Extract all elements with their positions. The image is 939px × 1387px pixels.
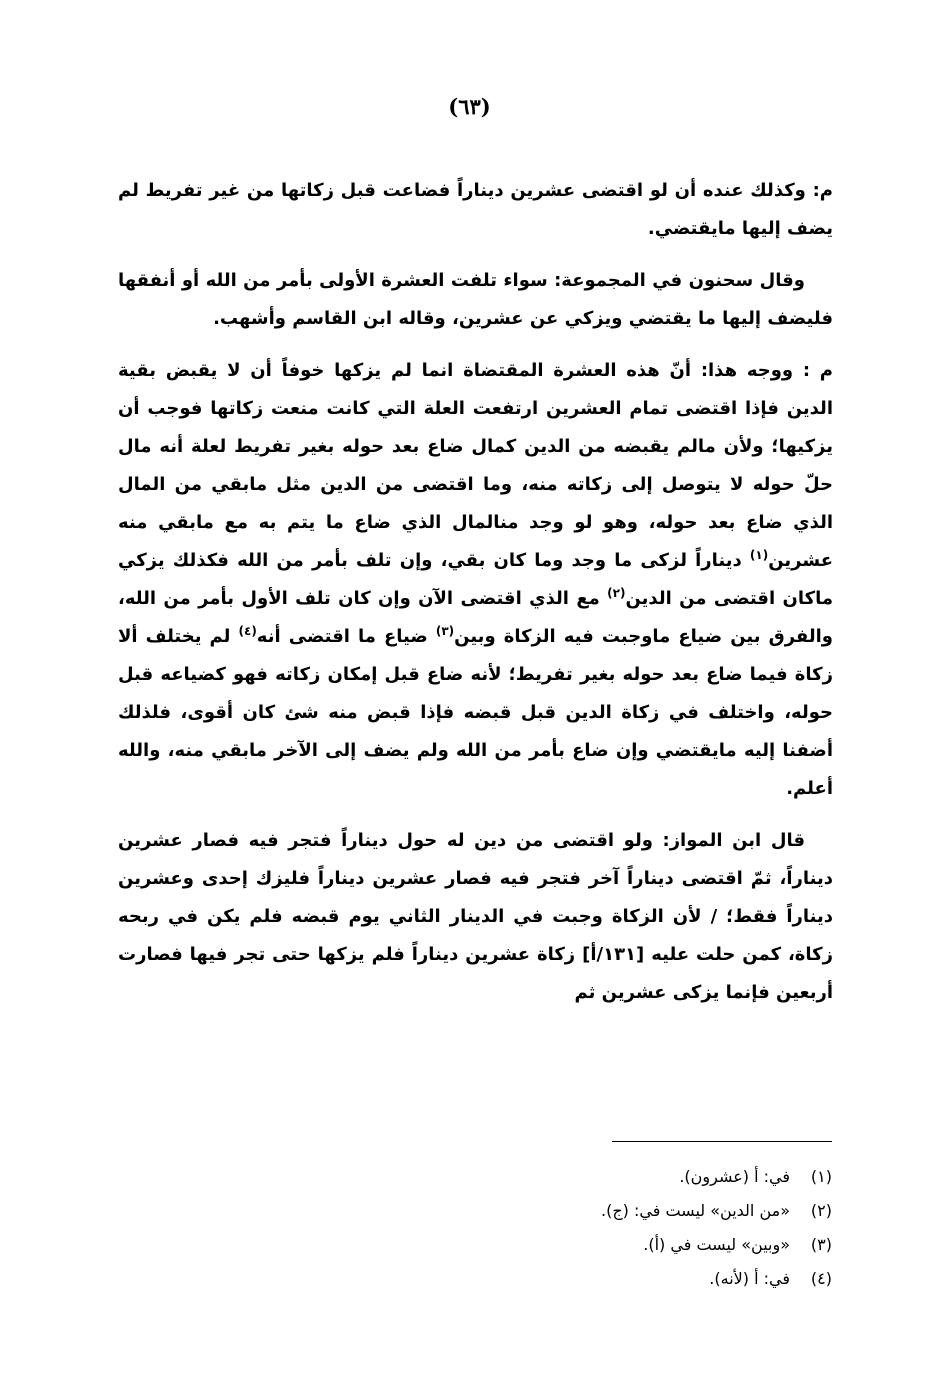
- paragraph-2: [118, 262, 833, 338]
- paragraph-3-text-b: ديناراً لزكى ما وجد وما كان بقي، وإن تلف بأمر من الله فكذلك يزكي ماكان اقتضى من الدين: [118, 550, 833, 609]
- footnote-1: [400, 1160, 832, 1194]
- paragraph-3-text-a: م : ووجه هذا: أنّ هذه العشرة المقتضاة انما لم يزكها خوفاً أن لا يقبض بقية الدين فإذا اقتضى تمام العشرين ارتفعت العلة التي كانت منعت زكاتها فوجب أن يزكيها؛ ولأن مالم يقبضه من الدين كمال ضاع بعد حوله بغير تفريط لعلة أنه مال حلّ حوله لا يتوصل إلى زكاته منه، وما اقتضى من الدين مثل مابقي من المال الذي ضاع بعد حوله، وهو لو وجد منالمال الذي ضاع ما يتم به مع مابقي منه عشرين: [118, 360, 833, 571]
- manuscript-folio-marker: [١٣١/أ]: [582, 944, 645, 965]
- footnote-ref-1: (١): [749, 548, 769, 562]
- page-number: (٦٣): [448, 94, 491, 119]
- footnote-2: [400, 1194, 832, 1228]
- footnote-text: «وبين» ليست في (أ).: [643, 1235, 790, 1254]
- paragraph-4-text-a: قال ابن المواز: ولو اقتضى من دين له حول ديناراً فتجر فيه فصار عشرين ديناراً، ثمّ اقتضى ديناراً آخر فتجر فيه فصار عشرين ديناراً فليزك إحدى وعشرين ديناراً فقط؛ / لأن الزكاة وجبت في الدينار الثاني يوم قبضه فلم يكن في ربحه زكاة، كمن حلت عليه: [118, 830, 834, 965]
- paragraph-3-text-d: ضياع ما اقتضى أنه: [256, 626, 436, 647]
- paragraph-3-text-c: مع الذي اقتضى الآن وإن كان تلف الأول بأمر من الله، والفرق بين ضياع ماوجبت فيه الزكاة وبين: [118, 588, 833, 647]
- footnote-number: (٤): [810, 1269, 832, 1288]
- paragraph-2-text: وقال سحنون في المجموعة: سواء تلفت العشرة الأولى بأمر من الله أو أنفقها فليضف إليها ما يقتضي ويزكي عن عشرين، وقاله ابن القاسم وأشهب.: [118, 270, 833, 329]
- paragraph-4: [118, 822, 833, 1012]
- paragraph-4-text-b: زكاة عشرين ديناراً فلم يزكها حتى تجر فيها فصارت أربعين فإنما يزكى عشرين ثم: [118, 944, 833, 1003]
- footnote-divider: [612, 1141, 832, 1142]
- footnote-number: (٢): [810, 1201, 832, 1220]
- footnote-3: [400, 1228, 832, 1262]
- paragraph-1: [118, 172, 833, 248]
- footnote-text: في: أ (لأنه).: [709, 1269, 790, 1288]
- footnote-4: [400, 1262, 832, 1296]
- footnote-number: (٣): [810, 1235, 832, 1254]
- footnote-text: في: أ (عشرون).: [679, 1167, 790, 1186]
- footnote-text: «من الدين» ليست في: (ج).: [601, 1201, 790, 1220]
- paragraph-3-text-e: لم يختلف ألا زكاة فيما ضاع بعد حوله بغير تفريط؛ لأنه ضاع قبل إمكان زكاته فهو كضياعه قبل حوله، واختلف في زكاة الدين قبل قبضه فإذا قبض منه شئ كان أقوى، فلذلك أضفنا إليه مايقتضي وإن ضاع بأمر من الله ولم يضف إلى الآخر مابقي منه، والله أعلم.: [118, 626, 833, 799]
- paragraph-3: [118, 352, 833, 808]
- footnote-number: (١): [810, 1167, 832, 1186]
- footnotes: [400, 1160, 832, 1296]
- footnote-ref-2: (٢): [607, 586, 626, 600]
- footnote-ref-3: (٣): [435, 624, 455, 638]
- footnote-ref-4: (٤): [238, 624, 257, 638]
- body-text: [118, 172, 833, 1026]
- paragraph-1-text: م: وكذلك عنده أن لو اقتضى عشرين ديناراً فضاعت قبل زكاتها من غير تفريط لم يضف إليها مايقتضي.: [118, 180, 833, 239]
